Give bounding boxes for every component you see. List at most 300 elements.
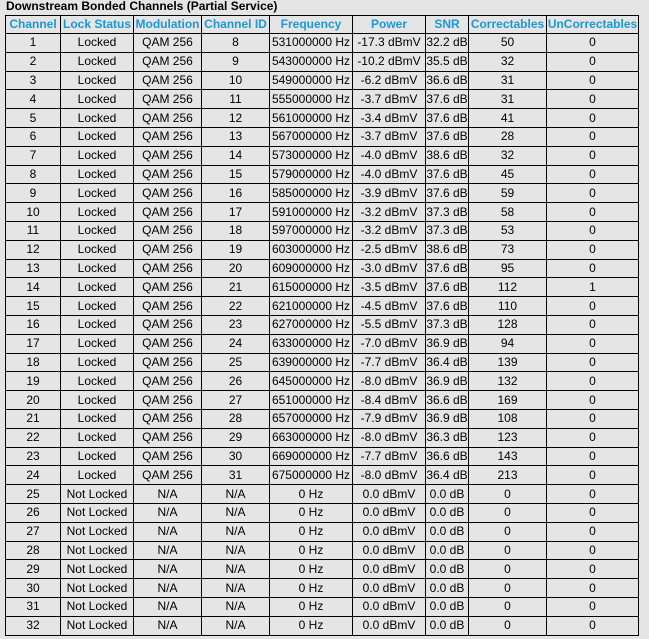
cell-snr: 37.6 dB xyxy=(426,259,469,278)
cell-frequency: 555000000 Hz xyxy=(270,90,353,109)
cell-snr: 37.6 dB xyxy=(426,127,469,146)
cell-modulation: QAM 256 xyxy=(134,203,202,222)
cell-power: 0.0 dBmV xyxy=(353,541,426,560)
cell-channel-id: 18 xyxy=(202,221,270,240)
cell-channel-id: 28 xyxy=(202,409,270,428)
cell-channel: 7 xyxy=(6,146,61,165)
cell-uncorrectables: 0 xyxy=(547,541,639,560)
table-body xyxy=(6,34,639,636)
cell-channel-id: 27 xyxy=(202,391,270,410)
cell-uncorrectables: 0 xyxy=(547,221,639,240)
cell-lock-status: Locked xyxy=(61,278,134,297)
cell-uncorrectables: 0 xyxy=(547,409,639,428)
table-row xyxy=(6,522,639,541)
cell-lock-status: Locked xyxy=(61,240,134,259)
cell-modulation: QAM 256 xyxy=(134,315,202,334)
cell-uncorrectables: 0 xyxy=(547,127,639,146)
table-row xyxy=(6,485,639,504)
cell-snr: 37.6 dB xyxy=(426,184,469,203)
cell-uncorrectables: 0 xyxy=(547,297,639,316)
cell-channel-id: N/A xyxy=(202,560,270,579)
cell-modulation: QAM 256 xyxy=(134,146,202,165)
header-channel: Channel xyxy=(6,16,61,34)
cell-uncorrectables: 0 xyxy=(547,447,639,466)
table-row xyxy=(6,334,639,353)
cell-modulation: QAM 256 xyxy=(134,184,202,203)
cell-channel: 25 xyxy=(6,485,61,504)
cell-modulation: N/A xyxy=(134,616,202,635)
cell-channel-id: N/A xyxy=(202,485,270,504)
cell-channel: 28 xyxy=(6,541,61,560)
cell-correctables: 45 xyxy=(469,165,547,184)
table-row xyxy=(6,409,639,428)
cell-channel: 8 xyxy=(6,165,61,184)
cell-power: -8.0 dBmV xyxy=(353,372,426,391)
cell-power: 0.0 dBmV xyxy=(353,503,426,522)
cell-power: -7.7 dBmV xyxy=(353,447,426,466)
cell-modulation: QAM 256 xyxy=(134,240,202,259)
cell-lock-status: Locked xyxy=(61,71,134,90)
cell-correctables: 0 xyxy=(469,616,547,635)
cell-channel-id: 9 xyxy=(202,52,270,71)
table-row xyxy=(6,165,639,184)
cell-power: -4.0 dBmV xyxy=(353,165,426,184)
cell-lock-status: Locked xyxy=(61,447,134,466)
cell-frequency: 651000000 Hz xyxy=(270,391,353,410)
cell-channel: 13 xyxy=(6,259,61,278)
cell-power: 0.0 dBmV xyxy=(353,522,426,541)
cell-lock-status: Locked xyxy=(61,165,134,184)
cell-modulation: QAM 256 xyxy=(134,409,202,428)
cell-lock-status: Locked xyxy=(61,90,134,109)
cell-frequency: 609000000 Hz xyxy=(270,259,353,278)
cell-snr: 0.0 dB xyxy=(426,485,469,504)
cell-modulation: QAM 256 xyxy=(134,71,202,90)
cell-channel: 18 xyxy=(6,353,61,372)
cell-modulation: QAM 256 xyxy=(134,391,202,410)
table-row xyxy=(6,240,639,259)
cell-snr: 38.6 dB xyxy=(426,240,469,259)
cell-uncorrectables: 0 xyxy=(547,597,639,616)
cell-channel-id: 24 xyxy=(202,334,270,353)
table-row xyxy=(6,315,639,334)
cell-uncorrectables: 0 xyxy=(547,372,639,391)
cell-modulation: N/A xyxy=(134,597,202,616)
header-snr: SNR xyxy=(426,16,469,34)
header-correctables: Correctables xyxy=(469,16,547,34)
cell-uncorrectables: 0 xyxy=(547,240,639,259)
cell-channel: 23 xyxy=(6,447,61,466)
cell-channel-id: N/A xyxy=(202,579,270,598)
cell-frequency: 645000000 Hz xyxy=(270,372,353,391)
cell-channel-id: 10 xyxy=(202,71,270,90)
cell-channel: 12 xyxy=(6,240,61,259)
cell-channel-id: N/A xyxy=(202,541,270,560)
header-modulation: Modulation xyxy=(134,16,202,34)
cell-modulation: QAM 256 xyxy=(134,90,202,109)
cell-uncorrectables: 0 xyxy=(547,259,639,278)
cell-frequency: 669000000 Hz xyxy=(270,447,353,466)
cell-frequency: 597000000 Hz xyxy=(270,221,353,240)
cell-lock-status: Locked xyxy=(61,297,134,316)
cell-snr: 0.0 dB xyxy=(426,579,469,598)
cell-correctables: 32 xyxy=(469,52,547,71)
cell-frequency: 639000000 Hz xyxy=(270,353,353,372)
table-row xyxy=(6,184,639,203)
cell-channel: 1 xyxy=(6,34,61,53)
table-row xyxy=(6,221,639,240)
cell-correctables: 0 xyxy=(469,560,547,579)
cell-uncorrectables: 0 xyxy=(547,353,639,372)
cell-channel: 27 xyxy=(6,522,61,541)
table-row xyxy=(6,203,639,222)
table-row xyxy=(6,353,639,372)
cell-frequency: 573000000 Hz xyxy=(270,146,353,165)
cell-channel-id: 21 xyxy=(202,278,270,297)
cell-channel-id: N/A xyxy=(202,503,270,522)
cell-power: 0.0 dBmV xyxy=(353,616,426,635)
cell-uncorrectables: 0 xyxy=(547,391,639,410)
cell-snr: 37.3 dB xyxy=(426,203,469,222)
cell-snr: 35.5 dB xyxy=(426,52,469,71)
cell-lock-status: Locked xyxy=(61,184,134,203)
table-row xyxy=(6,560,639,579)
table-row xyxy=(6,503,639,522)
cell-lock-status: Not Locked xyxy=(61,597,134,616)
cell-frequency: 621000000 Hz xyxy=(270,297,353,316)
cell-channel: 10 xyxy=(6,203,61,222)
cell-correctables: 31 xyxy=(469,71,547,90)
cell-frequency: 567000000 Hz xyxy=(270,127,353,146)
cell-uncorrectables: 0 xyxy=(547,165,639,184)
cell-snr: 37.6 dB xyxy=(426,109,469,128)
cell-channel: 2 xyxy=(6,52,61,71)
cell-power: -4.0 dBmV xyxy=(353,146,426,165)
cell-correctables: 0 xyxy=(469,485,547,504)
cell-channel-id: 11 xyxy=(202,90,270,109)
cell-lock-status: Locked xyxy=(61,127,134,146)
cell-correctables: 143 xyxy=(469,447,547,466)
cell-power: -7.0 dBmV xyxy=(353,334,426,353)
cell-snr: 36.4 dB xyxy=(426,466,469,485)
cell-uncorrectables: 0 xyxy=(547,71,639,90)
cell-frequency: 0 Hz xyxy=(270,560,353,579)
cell-power: -7.9 dBmV xyxy=(353,409,426,428)
cell-snr: 32.2 dB xyxy=(426,34,469,53)
cell-correctables: 169 xyxy=(469,391,547,410)
cell-power: -17.3 dBmV xyxy=(353,34,426,53)
cell-frequency: 627000000 Hz xyxy=(270,315,353,334)
cell-frequency: 549000000 Hz xyxy=(270,71,353,90)
cell-power: -5.5 dBmV xyxy=(353,315,426,334)
cell-frequency: 675000000 Hz xyxy=(270,466,353,485)
cell-channel: 32 xyxy=(6,616,61,635)
cell-power: -8.0 dBmV xyxy=(353,428,426,447)
cell-lock-status: Not Locked xyxy=(61,560,134,579)
cell-channel-id: 25 xyxy=(202,353,270,372)
header-row xyxy=(6,16,639,34)
cell-channel-id: 22 xyxy=(202,297,270,316)
cell-snr: 36.4 dB xyxy=(426,353,469,372)
cell-uncorrectables: 0 xyxy=(547,34,639,53)
cell-snr: 36.6 dB xyxy=(426,391,469,410)
cell-uncorrectables: 0 xyxy=(547,428,639,447)
cell-modulation: QAM 256 xyxy=(134,109,202,128)
cell-snr: 37.6 dB xyxy=(426,278,469,297)
cell-channel: 11 xyxy=(6,221,61,240)
cell-power: -7.7 dBmV xyxy=(353,353,426,372)
cell-power: 0.0 dBmV xyxy=(353,579,426,598)
cell-channel: 6 xyxy=(6,127,61,146)
cell-channel-id: 26 xyxy=(202,372,270,391)
cell-channel-id: 23 xyxy=(202,315,270,334)
cell-correctables: 0 xyxy=(469,503,547,522)
cell-channel: 22 xyxy=(6,428,61,447)
cell-correctables: 0 xyxy=(469,597,547,616)
cell-channel-id: 14 xyxy=(202,146,270,165)
cell-uncorrectables: 0 xyxy=(547,203,639,222)
cell-snr: 36.9 dB xyxy=(426,334,469,353)
cell-power: -3.9 dBmV xyxy=(353,184,426,203)
table-row xyxy=(6,466,639,485)
cell-snr: 0.0 dB xyxy=(426,560,469,579)
cell-correctables: 128 xyxy=(469,315,547,334)
cell-frequency: 0 Hz xyxy=(270,597,353,616)
table-row xyxy=(6,541,639,560)
cell-lock-status: Locked xyxy=(61,315,134,334)
cell-modulation: QAM 256 xyxy=(134,297,202,316)
cell-channel-id: N/A xyxy=(202,522,270,541)
cell-modulation: QAM 256 xyxy=(134,221,202,240)
cell-channel: 24 xyxy=(6,466,61,485)
cell-uncorrectables: 0 xyxy=(547,560,639,579)
cell-snr: 0.0 dB xyxy=(426,522,469,541)
table-row xyxy=(6,259,639,278)
cell-frequency: 603000000 Hz xyxy=(270,240,353,259)
cell-frequency: 0 Hz xyxy=(270,541,353,560)
cell-channel-id: 31 xyxy=(202,466,270,485)
cell-modulation: N/A xyxy=(134,541,202,560)
table-row xyxy=(6,579,639,598)
cell-frequency: 561000000 Hz xyxy=(270,109,353,128)
table-row xyxy=(6,616,639,635)
cell-channel: 20 xyxy=(6,391,61,410)
cell-correctables: 95 xyxy=(469,259,547,278)
cell-channel: 29 xyxy=(6,560,61,579)
cell-frequency: 663000000 Hz xyxy=(270,428,353,447)
table-row xyxy=(6,278,639,297)
table-row xyxy=(6,71,639,90)
cell-modulation: QAM 256 xyxy=(134,34,202,53)
cell-channel: 17 xyxy=(6,334,61,353)
cell-lock-status: Not Locked xyxy=(61,541,134,560)
cell-power: 0.0 dBmV xyxy=(353,485,426,504)
cell-lock-status: Locked xyxy=(61,353,134,372)
cell-frequency: 633000000 Hz xyxy=(270,334,353,353)
cell-power: -6.2 dBmV xyxy=(353,71,426,90)
cell-snr: 38.6 dB xyxy=(426,146,469,165)
cell-frequency: 0 Hz xyxy=(270,616,353,635)
cell-snr: 0.0 dB xyxy=(426,597,469,616)
table-row xyxy=(6,372,639,391)
cell-uncorrectables: 0 xyxy=(547,485,639,504)
cell-uncorrectables: 0 xyxy=(547,522,639,541)
cell-modulation: QAM 256 xyxy=(134,278,202,297)
cell-correctables: 94 xyxy=(469,334,547,353)
cell-power: -3.7 dBmV xyxy=(353,127,426,146)
cell-lock-status: Locked xyxy=(61,428,134,447)
cell-lock-status: Locked xyxy=(61,221,134,240)
cell-frequency: 531000000 Hz xyxy=(270,34,353,53)
cell-modulation: N/A xyxy=(134,503,202,522)
cell-power: -8.4 dBmV xyxy=(353,391,426,410)
cell-snr: 37.6 dB xyxy=(426,90,469,109)
cell-channel-id: N/A xyxy=(202,597,270,616)
cell-channel-id: 8 xyxy=(202,34,270,53)
cell-snr: 37.6 dB xyxy=(426,297,469,316)
cell-frequency: 657000000 Hz xyxy=(270,409,353,428)
cell-power: -3.2 dBmV xyxy=(353,221,426,240)
table-row xyxy=(6,52,639,71)
cell-modulation: QAM 256 xyxy=(134,372,202,391)
table-row xyxy=(6,391,639,410)
cell-channel: 9 xyxy=(6,184,61,203)
table-row xyxy=(6,428,639,447)
cell-channel-id: 16 xyxy=(202,184,270,203)
cell-snr: 36.9 dB xyxy=(426,372,469,391)
cell-correctables: 59 xyxy=(469,184,547,203)
cell-correctables: 31 xyxy=(469,90,547,109)
cell-correctables: 32 xyxy=(469,146,547,165)
cell-channel-id: 29 xyxy=(202,428,270,447)
cell-frequency: 615000000 Hz xyxy=(270,278,353,297)
cell-correctables: 53 xyxy=(469,221,547,240)
cell-snr: 0.0 dB xyxy=(426,616,469,635)
cell-correctables: 0 xyxy=(469,579,547,598)
cell-channel: 3 xyxy=(6,71,61,90)
cell-lock-status: Not Locked xyxy=(61,522,134,541)
cell-modulation: N/A xyxy=(134,485,202,504)
cell-snr: 0.0 dB xyxy=(426,503,469,522)
cell-uncorrectables: 0 xyxy=(547,616,639,635)
cell-power: -3.7 dBmV xyxy=(353,90,426,109)
cell-channel: 19 xyxy=(6,372,61,391)
cell-correctables: 28 xyxy=(469,127,547,146)
cell-uncorrectables: 0 xyxy=(547,184,639,203)
cell-channel-id: 12 xyxy=(202,109,270,128)
cell-uncorrectables: 0 xyxy=(547,90,639,109)
table-row xyxy=(6,34,639,53)
table-row xyxy=(6,109,639,128)
cell-correctables: 112 xyxy=(469,278,547,297)
header-channel-id: Channel ID xyxy=(202,16,270,34)
cell-channel: 31 xyxy=(6,597,61,616)
cell-modulation: N/A xyxy=(134,579,202,598)
cell-lock-status: Not Locked xyxy=(61,616,134,635)
header-lock-status: Lock Status xyxy=(61,16,134,34)
cell-channel-id: 17 xyxy=(202,203,270,222)
cell-frequency: 543000000 Hz xyxy=(270,52,353,71)
cell-channel: 26 xyxy=(6,503,61,522)
table-row xyxy=(6,127,639,146)
cell-modulation: QAM 256 xyxy=(134,259,202,278)
cell-lock-status: Locked xyxy=(61,466,134,485)
table-row xyxy=(6,146,639,165)
cell-channel-id: 30 xyxy=(202,447,270,466)
cell-uncorrectables: 0 xyxy=(547,315,639,334)
cell-snr: 36.3 dB xyxy=(426,428,469,447)
cell-modulation: QAM 256 xyxy=(134,428,202,447)
cell-power: -3.5 dBmV xyxy=(353,278,426,297)
header-uncorrectables: UnCorrectables xyxy=(547,16,639,34)
cell-correctables: 0 xyxy=(469,541,547,560)
cell-correctables: 50 xyxy=(469,34,547,53)
cell-correctables: 213 xyxy=(469,466,547,485)
cell-power: -2.5 dBmV xyxy=(353,240,426,259)
cell-uncorrectables: 0 xyxy=(547,146,639,165)
cell-frequency: 0 Hz xyxy=(270,485,353,504)
cell-channel-id: 20 xyxy=(202,259,270,278)
cell-channel: 5 xyxy=(6,109,61,128)
cell-power: -10.2 dBmV xyxy=(353,52,426,71)
cell-uncorrectables: 0 xyxy=(547,579,639,598)
cell-correctables: 41 xyxy=(469,109,547,128)
cell-frequency: 585000000 Hz xyxy=(270,184,353,203)
cell-lock-status: Locked xyxy=(61,409,134,428)
cell-snr: 37.6 dB xyxy=(426,165,469,184)
cell-frequency: 0 Hz xyxy=(270,522,353,541)
table-title: Downstream Bonded Channels (Partial Service) xyxy=(6,0,278,13)
cell-channel: 15 xyxy=(6,297,61,316)
cell-power: -3.2 dBmV xyxy=(353,203,426,222)
cell-lock-status: Not Locked xyxy=(61,485,134,504)
cell-frequency: 579000000 Hz xyxy=(270,165,353,184)
cell-modulation: N/A xyxy=(134,560,202,579)
cell-power: -4.5 dBmV xyxy=(353,297,426,316)
cell-channel-id: 13 xyxy=(202,127,270,146)
cell-lock-status: Locked xyxy=(61,334,134,353)
cell-lock-status: Not Locked xyxy=(61,579,134,598)
cell-channel-id: 19 xyxy=(202,240,270,259)
cell-power: 0.0 dBmV xyxy=(353,560,426,579)
downstream-channels-table xyxy=(5,15,639,636)
cell-channel: 30 xyxy=(6,579,61,598)
cell-snr: 36.6 dB xyxy=(426,447,469,466)
cell-lock-status: Locked xyxy=(61,259,134,278)
cell-frequency: 0 Hz xyxy=(270,579,353,598)
cell-lock-status: Locked xyxy=(61,391,134,410)
cell-channel-id: 15 xyxy=(202,165,270,184)
cell-modulation: QAM 256 xyxy=(134,127,202,146)
cell-frequency: 591000000 Hz xyxy=(270,203,353,222)
cell-power: -8.0 dBmV xyxy=(353,466,426,485)
cell-uncorrectables: 1 xyxy=(547,278,639,297)
cell-correctables: 58 xyxy=(469,203,547,222)
cell-correctables: 139 xyxy=(469,353,547,372)
cell-power: -3.0 dBmV xyxy=(353,259,426,278)
cell-snr: 0.0 dB xyxy=(426,541,469,560)
cell-uncorrectables: 0 xyxy=(547,52,639,71)
cell-modulation: QAM 256 xyxy=(134,466,202,485)
cell-uncorrectables: 0 xyxy=(547,334,639,353)
cell-uncorrectables: 0 xyxy=(547,466,639,485)
cell-correctables: 132 xyxy=(469,372,547,391)
cell-lock-status: Locked xyxy=(61,203,134,222)
table-row xyxy=(6,597,639,616)
header-frequency: Frequency xyxy=(270,16,353,34)
cell-channel-id: N/A xyxy=(202,616,270,635)
header-power: Power xyxy=(353,16,426,34)
